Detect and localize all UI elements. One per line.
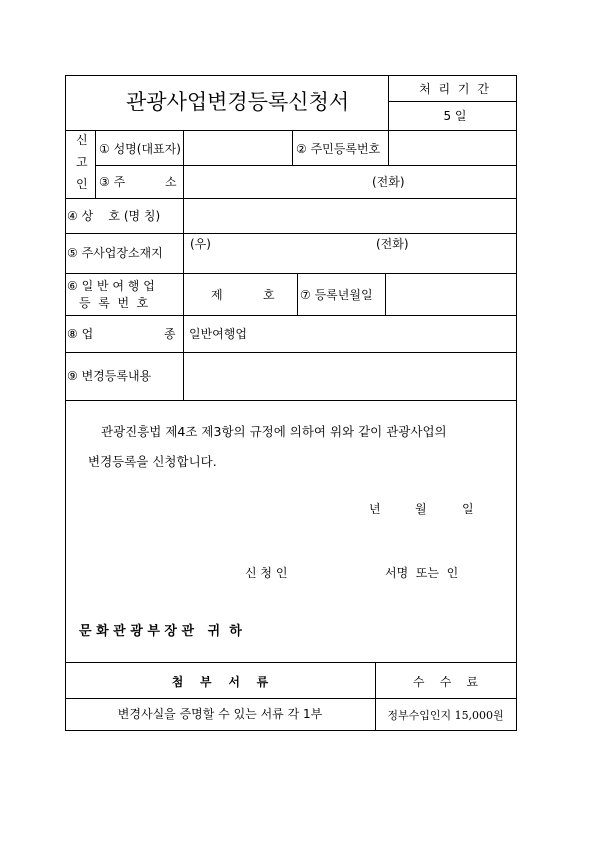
reg-no-label-line2: 등 록 번 호 [79,296,149,310]
applicant-rrn-divider-right [388,130,389,165]
business-type-label-num: ⑧ 업 [67,327,94,341]
applicant-row1-bottom [95,165,516,166]
address-phone-label: (전화) [372,175,405,189]
processing-period-value: 5 일 [443,109,467,123]
statement-line-2: 변경등록을 신청합니다. [88,454,217,469]
fee-header: 수 수 료 [412,675,479,689]
trade-name-row-bottom [65,233,517,234]
business-type-label-end: 종 [164,327,176,341]
address-label-end: 소 [165,175,177,189]
header-period-divider [388,101,516,102]
applicant-side-label-1: 신 [76,133,88,147]
sign-or-seal-label: 서명 또는 인 [385,566,459,580]
business-label-divider [183,198,184,400]
form-title: 관광사업변경등록신청서 [126,90,350,114]
applicant-block-bottom [65,198,517,199]
applicant-rrn-divider-left [292,130,293,165]
reg-no-suffix: 호 [263,288,275,302]
location-row-bottom [65,273,517,274]
attachments-header: 첨 부 서 류 [171,675,269,689]
applicant-side-divider [95,130,96,198]
attachments-header-bottom [65,698,517,699]
processing-period-label: 처 리 기 간 [419,82,491,96]
applicant-label-divider-1 [183,130,184,198]
location-label: ⑤ 주사업장소재지 [67,246,163,260]
fee-value: 정부수입인지 15,000원 [387,709,504,722]
rrn-label: ② 주민등록번호 [296,142,381,156]
address-label-num: ③ 주 [99,175,126,189]
location-postal-label: (우) [190,237,211,251]
header-divider-v [388,75,389,130]
change-row-bottom [65,400,517,401]
recipient-label: 문 화 관 광 부 장 관 귀 하 [79,624,242,639]
type-row-bottom [65,352,517,353]
date-month-label: 월 [415,502,427,516]
name-label: ① 성명(대표자) [99,142,181,156]
location-phone-label: (전화) [376,237,409,251]
change-details-label: ⑨ 변경등록내용 [67,369,152,383]
reg-no-label-line1: ⑥ 일 반 여 행 업 [67,279,155,293]
reg-row-bottom [65,315,517,316]
header-row-bottom [65,130,517,131]
applicant-side-label-2: 고 [76,155,88,169]
attachments-divider [375,662,376,730]
form-border-left [65,75,66,730]
form-border-top [65,75,517,76]
date-day-label: 일 [462,502,474,516]
business-type-value: 일반여행업 [189,327,247,341]
applicant-sign-label: 신 청 인 [245,566,288,580]
applicant-side-label-3: 인 [76,177,88,191]
form-border-bottom [65,730,517,731]
reg-date-divider [385,273,386,315]
attachments-top [65,662,517,663]
date-year-label: 년 [369,502,381,516]
attachment-item: 변경사실을 증명할 수 있는 서류 각 1부 [117,707,323,721]
reg-no-divider [297,273,298,315]
reg-date-label: ⑦ 등록년월일 [300,288,373,302]
form-border-right [516,75,517,730]
statement-line-1: 관광진흥법 제4조 제3항의 규정에 의하여 위와 같이 관광사업의 [101,424,447,439]
reg-no-prefix: 제 [211,288,223,302]
trade-name-label: ④ 상 호 (명 칭) [67,209,161,223]
